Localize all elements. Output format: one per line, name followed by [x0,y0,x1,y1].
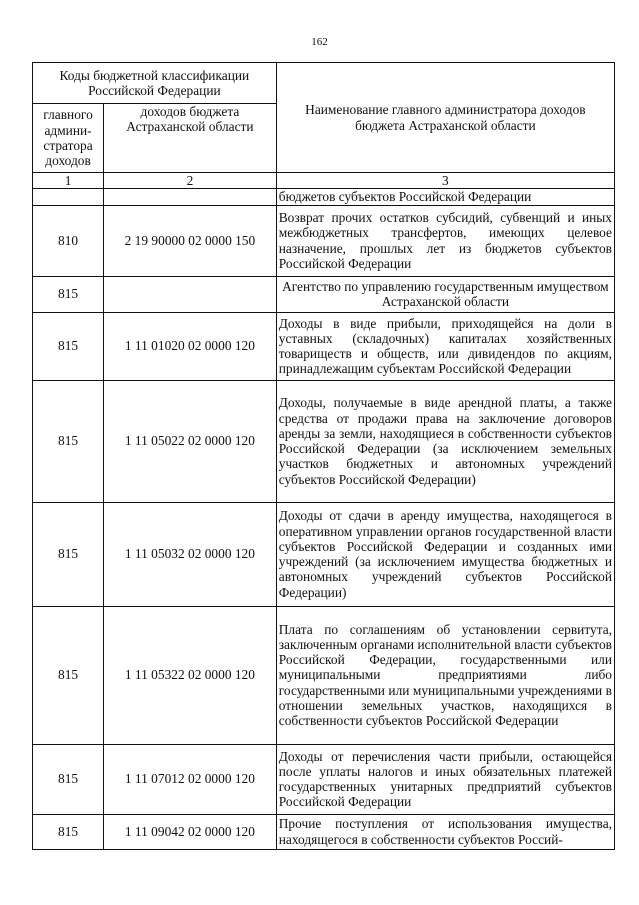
table-row [33,502,615,606]
header-admin-code: главного админи-стратора доходов [33,104,104,173]
admin-code-cell: 815 [33,276,104,312]
income-code-cell: 1 11 09042 02 0000 120 [104,814,277,849]
header-group-title: Коды бюджетной классификации Российской Федерации [33,63,277,104]
income-code-cell: 1 11 07012 02 0000 120 [104,744,277,814]
income-name-cell: Доходы в виде прибыли, приходящейся на доли в уставных (складочных) капиталах хозяйственных товариществ и обществ, или дивидендов по акциям, принадлежащим субъектам Российской Федерации [276,312,614,380]
income-code-cell: 1 11 05022 02 0000 120 [104,380,277,502]
income-name-cell: бюджетов субъектов Российской Федерации [276,189,614,205]
table-row [33,380,615,502]
admin-code-cell: 810 [33,205,104,276]
table-row [33,312,615,380]
column-number-2: 2 [104,173,277,189]
income-code-cell [104,276,277,312]
table-row [33,189,615,205]
admin-code-cell: 815 [33,502,104,606]
income-name-cell: Возврат прочих остатков субсидий, субвенций и иных межбюджетных трансфертов, имеющих целевое назначение, прошлых лет из бюджетов субъектов Российской Федерации [276,205,614,276]
income-code-cell [104,189,277,205]
column-number-row [33,173,615,189]
table-row [33,814,615,849]
table-row [33,205,615,276]
admin-code-cell: 815 [33,312,104,380]
column-number-1: 1 [33,173,104,189]
table-row [33,744,615,814]
agency-name-cell: Агентство по управлению государственным имуществом Астраханской области [276,276,614,312]
income-name-cell: Плата по соглашениям об установлении сервитута, заключенным органами исполнительной власти субъектов Российской Федерации, государственными или муниципальными предприятиями либо государственными или муниципальными учреждениями в отношении земельных участков, находящихся в собственности субъектов Российской Федерации [276,606,614,744]
page-number: 162 [311,36,328,48]
income-code-cell: 2 19 90000 02 0000 150 [104,205,277,276]
admin-code-cell [33,189,104,205]
column-number-3: 3 [276,173,614,189]
income-name-cell: Доходы от сдачи в аренду имущества, находящегося в оперативном управлении органов государственной власти субъектов Российской Федерации и созданных ими учреждений (за исключением имущества бюджетных и автономных учреждений субъектов Российской Федерации) [276,502,614,606]
admin-code-cell: 815 [33,380,104,502]
admin-code-cell: 815 [33,606,104,744]
income-code-cell: 1 11 01020 02 0000 120 [104,312,277,380]
income-name-cell: Доходы, получаемые в виде арендной платы, а также средства от продажи права на заключение договоров аренды за земли, находящиеся в собственности субъектов Российской Федерации (за исключением земельных участков бюджетных и автономных учреждений субъектов Российской Федерации) [276,380,614,502]
admin-code-cell: 815 [33,744,104,814]
table-row [33,606,615,744]
admin-code-cell: 815 [33,814,104,849]
table-row [33,276,615,312]
income-name-cell: Доходы от перечисления части прибыли, остающейся после уплаты налогов и иных обязательных платежей государственных унитарных предприятий субъектов Российской Федерации [276,744,614,814]
budget-classification-table [32,62,615,850]
table-header-row [33,63,615,104]
header-income-code: доходов бюджета Астраханской области [104,104,277,173]
header-admin-name: Наименование главного администратора доходов бюджета Астраханской области [276,63,614,173]
income-code-cell: 1 11 05032 02 0000 120 [104,502,277,606]
income-name-cell: Прочие поступления от использования имущества, находящегося в собственности субъектов Россий- [276,814,614,849]
income-code-cell: 1 11 05322 02 0000 120 [104,606,277,744]
